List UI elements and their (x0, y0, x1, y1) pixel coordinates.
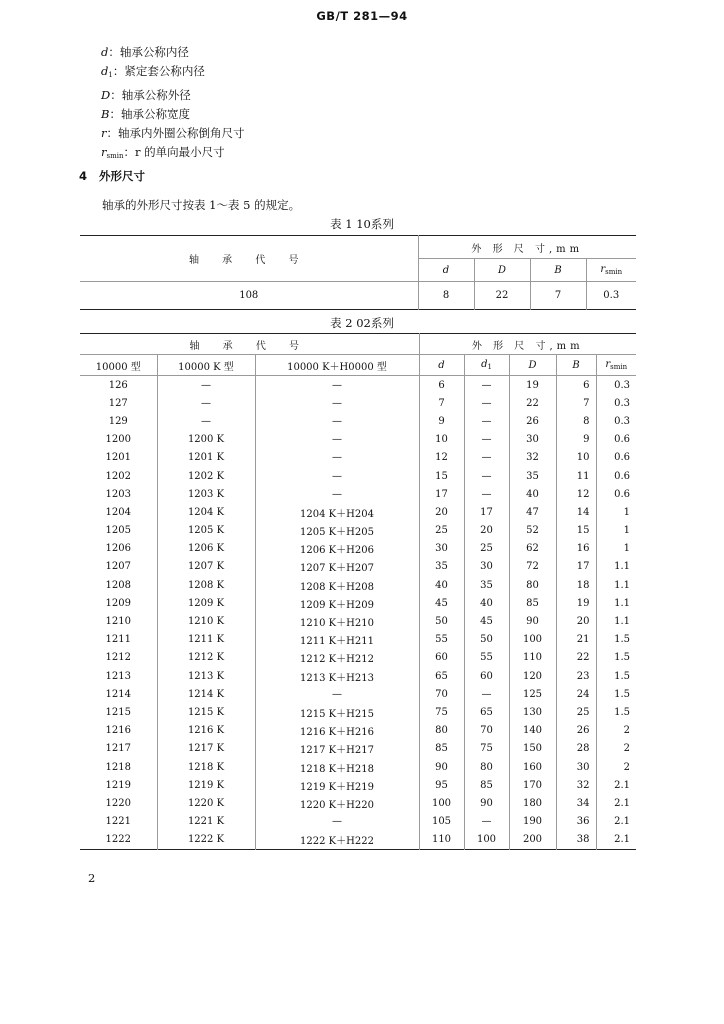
table-cell: 1215 (105, 706, 131, 718)
definition-text: ：紧定套公称内径 (112, 64, 205, 79)
table-cell: 80 (509, 576, 556, 594)
table-cell: 9 (419, 412, 464, 430)
table-cell: — (464, 376, 509, 395)
table-cell: 126 (108, 379, 128, 391)
table-cell: 1214 K (157, 685, 255, 703)
definition-symbol: D (101, 87, 111, 102)
definition-subscript: smin (106, 152, 124, 161)
table2-col-r: $r_{smin}$ (596, 355, 636, 376)
table-row (80, 467, 636, 485)
table-row (80, 612, 636, 630)
table-cell: 1.1 (596, 576, 636, 594)
table-cell: 110 (419, 831, 464, 850)
table-cell: 120 (509, 667, 556, 685)
table-cell: 75 (419, 703, 464, 721)
table-cell: 30 (464, 558, 509, 576)
table-cell: 2 (596, 758, 636, 776)
table-cell: 40 (419, 576, 464, 594)
table-cell: 45 (419, 594, 464, 612)
table-cell: 40 (464, 594, 509, 612)
table-cell: 1215 K (157, 703, 255, 721)
table-cell: 85 (509, 594, 556, 612)
table2-type-header: 10000 K 型 (157, 355, 255, 376)
table-cell: 0.6 (596, 485, 636, 503)
table-cell: 1216 K (157, 722, 255, 740)
table-row (80, 522, 636, 540)
table-row (80, 376, 636, 395)
table-cell: 1204 K (157, 503, 255, 521)
table-row (80, 503, 636, 521)
table-cell: 60 (419, 649, 464, 667)
page-header: GB/T 281—94 (316, 9, 408, 23)
table2-dims-header: 外 形 尺 寸,mm (419, 334, 636, 355)
table1-dims-header: 外 形 尺 寸,mm (418, 236, 636, 259)
table-cell: 1202 (105, 470, 131, 482)
definition-symbol: r (101, 126, 107, 141)
table-row (80, 394, 636, 412)
table-cell: 1207 K＋H207 (255, 558, 419, 576)
table-cell: — (255, 813, 419, 831)
table-row (80, 576, 636, 594)
table-cell: 1206 (105, 543, 131, 555)
table-cell: 1220 K＋H220 (255, 794, 419, 812)
table2-col-d: d (419, 355, 464, 376)
table-cell: 1211 K (157, 631, 255, 649)
table-cell: 140 (509, 722, 556, 740)
table-cell: 1201 K (157, 449, 255, 467)
table-cell: 1212 K (157, 649, 255, 667)
table-cell: 35 (509, 467, 556, 485)
table1-caption: 表 1 10系列 (330, 217, 394, 231)
table-cell: 1220 K (157, 794, 255, 812)
table-row (80, 758, 636, 776)
table-cell: 50 (419, 612, 464, 630)
table-cell: 1201 (105, 452, 131, 464)
table-cell: — (255, 485, 419, 503)
table-row (80, 485, 636, 503)
table-cell: 110 (509, 649, 556, 667)
table-cell: 75 (464, 740, 509, 758)
table-cell: 34 (556, 794, 596, 812)
table-cell: 129 (108, 415, 128, 427)
definition-item (101, 62, 245, 85)
table-cell: 1209 K (157, 594, 255, 612)
table-row (80, 776, 636, 794)
table-cell: 20 (419, 503, 464, 521)
definition-item (101, 105, 245, 124)
table-cell: 7 (530, 282, 586, 310)
table1-col-r: $r_{smin}$ (586, 259, 636, 282)
table-cell: 1 (596, 503, 636, 521)
table1-col-D: D (474, 259, 530, 282)
section-number: 4 (79, 169, 88, 183)
table-cell: 127 (108, 397, 128, 409)
table2-type-header: 10000 K＋H0000 型 (255, 355, 419, 376)
table-cell: 32 (509, 449, 556, 467)
table-cell: 1210 (105, 616, 131, 628)
table-cell: 125 (509, 685, 556, 703)
table-cell: 1210 K＋H210 (255, 612, 419, 630)
symbol-definitions (101, 43, 245, 167)
table1 (80, 235, 636, 310)
table-cell: 1222 K (157, 831, 255, 850)
table-cell: 1212 K＋H212 (255, 649, 419, 667)
table-cell: 1208 K (157, 576, 255, 594)
table-cell: — (255, 431, 419, 449)
table-cell: — (464, 813, 509, 831)
table-cell: — (464, 467, 509, 485)
definition-text: ：轴承公称外径 (110, 87, 191, 102)
table-cell: 1 (596, 522, 636, 540)
table-cell: 25 (419, 522, 464, 540)
table-row (80, 813, 636, 831)
table-cell: 2.1 (596, 776, 636, 794)
table-cell: 1.5 (596, 703, 636, 721)
table-cell: 1200 (105, 434, 131, 446)
table-row (80, 431, 636, 449)
table-row (80, 831, 636, 850)
table-cell: 1214 (105, 688, 131, 700)
table-cell: 2.1 (596, 794, 636, 812)
table-cell: 180 (509, 794, 556, 812)
table2-col-d1: $d_1$ (464, 355, 509, 376)
table-cell: 50 (464, 631, 509, 649)
table-cell: 1217 (105, 743, 131, 755)
table-cell: — (157, 394, 255, 412)
table-cell: 1221 (105, 816, 131, 828)
table-cell: 1208 (105, 579, 131, 591)
table-row (80, 412, 636, 430)
table-cell: 62 (509, 540, 556, 558)
table-cell: 0.3 (596, 394, 636, 412)
table-cell: 150 (509, 740, 556, 758)
table-cell: 14 (556, 503, 596, 521)
body-paragraph: 轴承的外形尺寸按表 1～表 5 的规定。 (102, 198, 301, 212)
section-title: 外形尺寸 (99, 169, 146, 183)
table-cell: 1222 K＋H222 (255, 831, 419, 850)
table-cell: 26 (556, 722, 596, 740)
table-cell: 1 (596, 540, 636, 558)
table-cell: 80 (464, 758, 509, 776)
table-row (80, 449, 636, 467)
table-cell: 1220 (105, 797, 131, 809)
table-cell: 8 (556, 412, 596, 430)
table-cell: 1218 (105, 761, 131, 773)
definition-symbol: d (101, 45, 109, 59)
table-cell: 100 (464, 831, 509, 850)
table-cell: 30 (419, 540, 464, 558)
definition-item (101, 124, 245, 143)
table-cell: 9 (556, 431, 596, 449)
table-cell: 24 (556, 685, 596, 703)
table-cell: 12 (556, 485, 596, 503)
table-cell: 1207 K (157, 558, 255, 576)
table-cell: 1218 K (157, 758, 255, 776)
table-cell: 11 (556, 467, 596, 485)
table-cell: 1200 K (157, 431, 255, 449)
table-cell: 2.1 (596, 813, 636, 831)
table-cell: 105 (419, 813, 464, 831)
table-cell: 15 (419, 467, 464, 485)
table-cell: 1.1 (596, 612, 636, 630)
table-cell: — (255, 467, 419, 485)
table-cell: 28 (556, 740, 596, 758)
table2-col-D: D (509, 355, 556, 376)
table-row (80, 594, 636, 612)
table-cell: 55 (419, 631, 464, 649)
table1-col-d: d (418, 259, 474, 282)
table-cell: 1219 K (157, 776, 255, 794)
table-cell: 2 (596, 722, 636, 740)
table-cell: 1218 K＋H218 (255, 758, 419, 776)
table-cell: 23 (556, 667, 596, 685)
table-cell: 0.6 (596, 467, 636, 485)
table-cell: 1203 (105, 488, 131, 500)
table-cell: — (464, 485, 509, 503)
table-cell: 90 (464, 794, 509, 812)
definition-symbol: r (101, 145, 107, 160)
table-cell: 0.3 (596, 412, 636, 430)
table-row (80, 740, 636, 758)
table-cell: 1222 (105, 834, 131, 846)
table2-col-B: B (556, 355, 596, 376)
definition-item (101, 143, 245, 166)
table-cell: 1217 K＋H217 (255, 740, 419, 758)
table-cell: 1210 K (157, 612, 255, 630)
table-cell: 70 (464, 722, 509, 740)
table-cell: 22 (474, 282, 530, 310)
table-cell: 1211 (105, 634, 131, 646)
table-cell: 1219 (105, 779, 131, 791)
table-cell: 90 (419, 758, 464, 776)
table-cell: 19 (509, 376, 556, 395)
page-number: 2 (88, 871, 96, 885)
table-cell: 85 (464, 776, 509, 794)
table-cell: 80 (419, 722, 464, 740)
table-cell: — (255, 376, 419, 395)
table-cell: 1221 K (157, 813, 255, 831)
table2 (80, 333, 636, 850)
table-cell: 45 (464, 612, 509, 630)
table-cell: 1205 K＋H205 (255, 522, 419, 540)
table-cell: 1213 K＋H213 (255, 667, 419, 685)
table-cell: 55 (464, 649, 509, 667)
table-row (80, 667, 636, 685)
table1-code-header: 轴 承 代 号 (80, 236, 418, 282)
table-cell: 17 (419, 485, 464, 503)
table-cell: 160 (509, 758, 556, 776)
table-cell: 100 (419, 794, 464, 812)
table-cell: 1213 (105, 670, 131, 682)
table-cell: 22 (556, 649, 596, 667)
table-cell: 2 (596, 740, 636, 758)
definition-text: ：轴承公称内径 (108, 45, 189, 59)
table-cell: 36 (556, 813, 596, 831)
table-row (80, 722, 636, 740)
table-cell: 90 (509, 612, 556, 630)
table-cell: 1.5 (596, 631, 636, 649)
table-cell: 1205 K (157, 522, 255, 540)
table-cell: — (255, 449, 419, 467)
table-cell: 1.5 (596, 685, 636, 703)
table-cell: 15 (556, 522, 596, 540)
table-cell: — (464, 431, 509, 449)
table-cell: 1216 (105, 725, 131, 737)
table-cell: 22 (509, 394, 556, 412)
table-cell: — (464, 449, 509, 467)
table2-type-header: 10000 型 (80, 355, 157, 376)
table-cell: 20 (464, 522, 509, 540)
table-cell: 17 (464, 503, 509, 521)
table-cell: 16 (556, 540, 596, 558)
table-row (80, 558, 636, 576)
table-row (80, 685, 636, 703)
table-cell: 70 (419, 685, 464, 703)
table-cell: 1204 K＋H204 (255, 503, 419, 521)
table2-code-header: 轴 承 代 号 (80, 334, 419, 355)
definition-text: ：轴承公称宽度 (109, 106, 190, 121)
table-cell: 0.3 (596, 376, 636, 395)
definition-item (101, 43, 245, 62)
table-cell: 1.5 (596, 667, 636, 685)
table-cell: 7 (419, 394, 464, 412)
table-cell: 1217 K (157, 740, 255, 758)
table-cell: — (157, 376, 255, 395)
table-cell: 1211 K＋H211 (255, 631, 419, 649)
table-cell: 0.6 (596, 449, 636, 467)
table-cell: 6 (556, 376, 596, 395)
table-cell: 1206 K＋H206 (255, 540, 419, 558)
section-heading (79, 168, 145, 184)
table-cell: 32 (556, 776, 596, 794)
table-cell: 0.6 (596, 431, 636, 449)
table-cell: 26 (509, 412, 556, 430)
table-cell: 1205 (105, 525, 131, 537)
table-cell: 0.3 (586, 282, 636, 310)
table-cell: 1215 K＋H215 (255, 703, 419, 721)
table-cell: 10 (556, 449, 596, 467)
table-cell: 85 (419, 740, 464, 758)
table-cell: 35 (419, 558, 464, 576)
table-cell: 20 (556, 612, 596, 630)
table-cell: 8 (418, 282, 474, 310)
table-cell: 1206 K (157, 540, 255, 558)
table-cell: 65 (464, 703, 509, 721)
definition-item (101, 86, 245, 105)
table-cell: 30 (556, 758, 596, 776)
table-cell: 1209 K＋H209 (255, 594, 419, 612)
table-cell: 47 (509, 503, 556, 521)
table-cell: — (464, 394, 509, 412)
table-cell: 100 (509, 631, 556, 649)
definition-text: ：轴承内外圈公称倒角尺寸 (106, 126, 245, 141)
table-row (80, 649, 636, 667)
table-cell: 1204 (105, 506, 131, 518)
definition-text: ：r 的单向最小尺寸 (123, 145, 225, 160)
definition-symbol: B (101, 106, 110, 121)
table-cell: — (464, 412, 509, 430)
table-cell: 18 (556, 576, 596, 594)
table-cell: 1.1 (596, 558, 636, 576)
table-cell: 1203 K (157, 485, 255, 503)
table-cell: 25 (464, 540, 509, 558)
table-cell: 52 (509, 522, 556, 540)
table-cell: 170 (509, 776, 556, 794)
table-row (80, 282, 636, 310)
table-cell: 1212 (105, 652, 131, 664)
table-cell: 1219 K＋H219 (255, 776, 419, 794)
table-row (80, 540, 636, 558)
table-row (80, 794, 636, 812)
table-row (80, 631, 636, 649)
table-cell: 30 (509, 431, 556, 449)
table-cell: 190 (509, 813, 556, 831)
table-cell: 95 (419, 776, 464, 794)
table-cell: 10 (419, 431, 464, 449)
table-cell: 1.5 (596, 649, 636, 667)
table-row (80, 703, 636, 721)
table-cell: 108 (80, 282, 418, 310)
table-cell: 6 (419, 376, 464, 395)
table-cell: — (255, 685, 419, 703)
table-cell: — (157, 412, 255, 430)
table-cell: 200 (509, 831, 556, 850)
table-cell: 1.1 (596, 594, 636, 612)
table-cell: 1207 (105, 561, 131, 573)
table-cell: — (255, 412, 419, 430)
table-cell: 12 (419, 449, 464, 467)
table-cell: 19 (556, 594, 596, 612)
table-cell: 7 (556, 394, 596, 412)
table-cell: 60 (464, 667, 509, 685)
table-cell: 72 (509, 558, 556, 576)
table2-caption: 表 2 02系列 (330, 316, 394, 330)
table-cell: 2.1 (596, 831, 636, 850)
table-cell: — (255, 394, 419, 412)
table-cell: 25 (556, 703, 596, 721)
definition-subscript: 1 (108, 71, 113, 80)
table-cell: 21 (556, 631, 596, 649)
table-cell: 1213 K (157, 667, 255, 685)
table-cell: 17 (556, 558, 596, 576)
table-cell: 65 (419, 667, 464, 685)
table-cell: 40 (509, 485, 556, 503)
definition-symbol: d (101, 64, 109, 79)
table-cell: 1216 K＋H216 (255, 722, 419, 740)
table-cell: 1208 K＋H208 (255, 576, 419, 594)
table-cell: — (464, 685, 509, 703)
table-cell: 35 (464, 576, 509, 594)
table-cell: 1202 K (157, 467, 255, 485)
table-cell: 38 (556, 831, 596, 850)
table-cell: 1209 (105, 597, 131, 609)
table-cell: 130 (509, 703, 556, 721)
table1-col-B: B (530, 259, 586, 282)
